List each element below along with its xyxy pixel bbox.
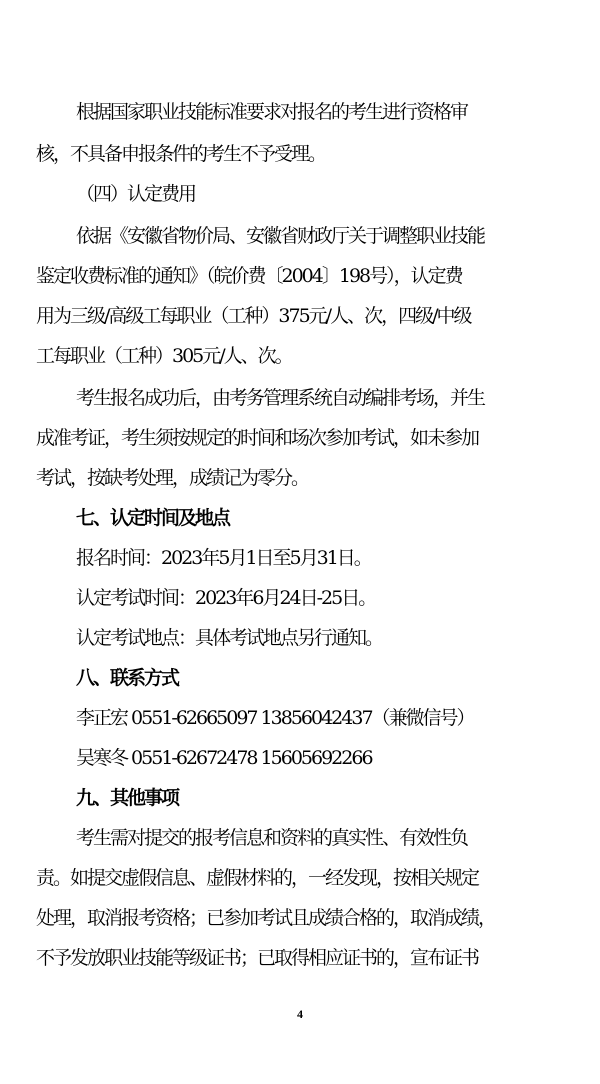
page-number: 4 — [297, 1007, 303, 1021]
section-heading: 八、联系方式 — [76, 667, 179, 689]
paragraph-line: 依据《安徽省物价局、安徽省财政厅关于调整职业技能 — [76, 225, 485, 247]
contact-line: 李正宏 0551-62665097 13856042437（兼微信号） — [76, 707, 474, 729]
paragraph-line: 考试，按缺考处理，成绩记为零分。 — [36, 467, 309, 489]
paragraph-line: 考生报名成功后，由考务管理系统自动编排考场，并生 — [76, 387, 485, 409]
paragraph-line: 认定考试时间：2023年6月24日-25日。 — [76, 587, 376, 609]
contact-line: 吴寒冬 0551-62672478 15605692266 — [76, 747, 372, 769]
paragraph-line: 不予发放职业技能等级证书；已取得相应证书的，宣布证书 — [36, 947, 479, 969]
paragraph-line: 成准考证，考生须按规定的时间和场次参加考试，如未参加 — [36, 427, 479, 449]
paragraph-line: 鉴定收费标准的通知》（皖价费〔2004〕198号），认定费 — [36, 265, 462, 287]
paragraph-line: 报名时间：2023年5月1日至5月31日。 — [76, 547, 371, 569]
section-heading: 七、认定时间及地点 — [76, 507, 230, 529]
paragraph-line: 工每职业（工种）305元/人、次。 — [36, 345, 292, 367]
paragraph-line: 考生需对提交的报考信息和资料的真实性、有效性负 — [76, 827, 468, 849]
paragraph-line: 责。如提交虚假信息、虚假材料的，一经发现，按相关规定 — [36, 867, 479, 889]
paragraph-line: 处理，取消报考资格；已参加考试且成绩合格的，取消成绩， — [36, 907, 496, 929]
paragraph-line: 根据国家职业技能标准要求对报名的考生进行资格审 — [76, 101, 468, 123]
paragraph-line: 认定考试地点：具体考试地点另行通知。 — [76, 627, 383, 649]
paragraph-line: 用为三级/高级工每职业（工种）375元/人、次，四级/中级 — [36, 305, 471, 327]
subsection-heading: （四）认定费用 — [76, 183, 196, 205]
paragraph-line: 核，不具备申报条件的考生不予受理。 — [36, 143, 326, 165]
section-heading: 九、其他事项 — [76, 787, 179, 809]
